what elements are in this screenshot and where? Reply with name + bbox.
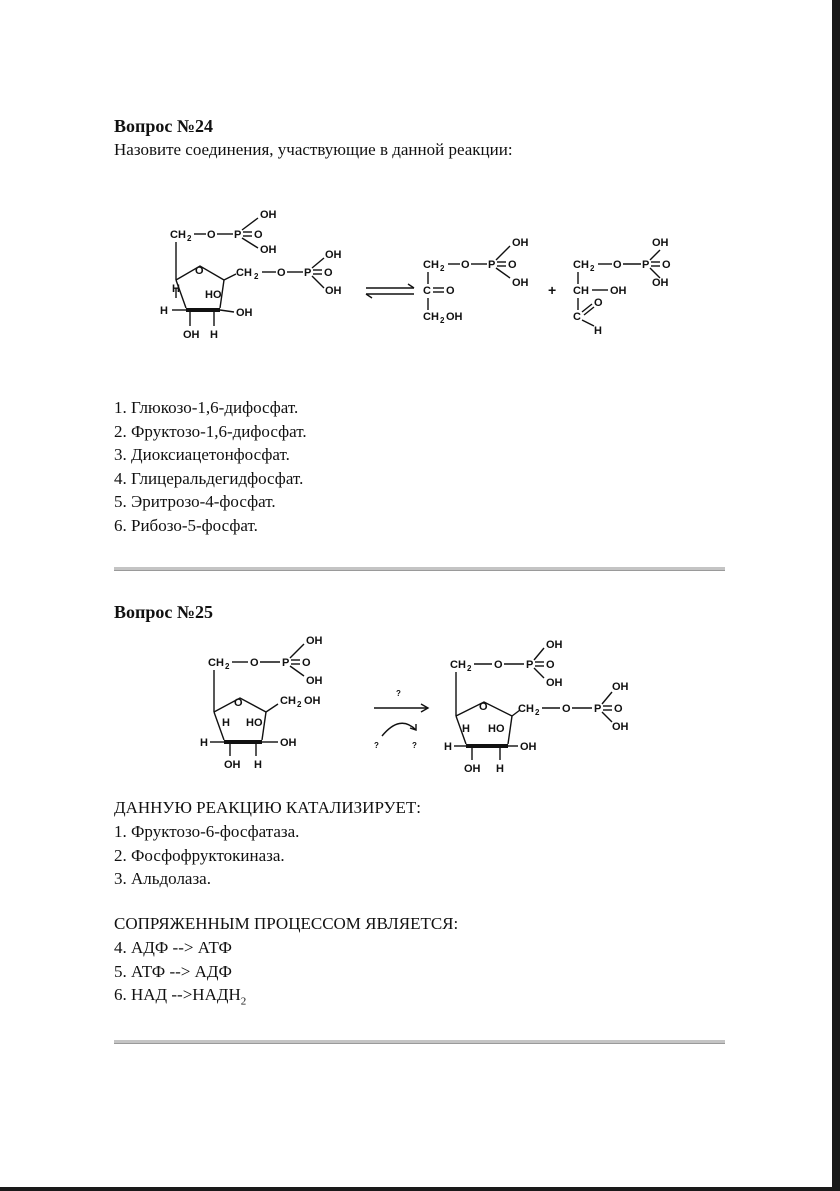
svg-text:H: H — [200, 737, 208, 749]
catalyst-heading: ДАННУЮ РЕАКЦИЮ КАТАЛИЗИРУЕТ: — [114, 798, 422, 817]
section-divider — [114, 567, 725, 571]
section-divider — [114, 1040, 725, 1044]
svg-text:CH: CH — [423, 311, 439, 323]
answer-option[interactable]: 2. Фруктозо-1,6-дифосфат. — [114, 421, 307, 441]
svg-text:CH: CH — [423, 259, 439, 271]
svg-text:O: O — [508, 259, 517, 271]
svg-text:CH: CH — [236, 267, 252, 279]
svg-text:OH: OH — [236, 307, 253, 319]
catalyst-answers — [114, 820, 299, 891]
svg-text:P: P — [594, 703, 602, 715]
svg-text:O: O — [250, 657, 259, 669]
svg-text:OH: OH — [512, 277, 529, 289]
svg-text:O: O — [479, 701, 488, 713]
svg-text:2: 2 — [535, 708, 540, 717]
svg-text:CH: CH — [518, 703, 534, 715]
page-edge-bottom — [0, 1187, 840, 1191]
svg-text:H: H — [254, 759, 262, 771]
svg-text:CH: CH — [573, 285, 589, 297]
svg-text:2: 2 — [225, 662, 230, 671]
answer-option[interactable] — [114, 983, 246, 1014]
svg-text:H: H — [594, 325, 602, 337]
svg-text:OH: OH — [464, 763, 481, 775]
svg-text:CH: CH — [208, 657, 224, 669]
svg-text:OH: OH — [280, 737, 297, 749]
svg-text:OH: OH — [612, 721, 629, 733]
svg-text:CH: CH — [573, 259, 589, 271]
svg-text:O: O — [207, 229, 216, 241]
svg-text:OH: OH — [652, 277, 669, 289]
question-24-answers — [114, 396, 307, 537]
answer-option[interactable]: 1. Фруктозо-6-фосфатаза. — [114, 822, 300, 841]
subscript: 2 — [240, 995, 247, 1008]
answer-option[interactable]: 6. Рибозо-5-фосфат. — [114, 515, 258, 535]
svg-text:OH: OH — [325, 249, 342, 261]
svg-text:O: O — [562, 703, 571, 715]
svg-text:HO: HO — [488, 723, 505, 735]
question-24-prompt: Назовите соединения, участвующие в данной реакции: — [114, 140, 513, 159]
answer-option[interactable]: 2. Фосфофруктокиназа. — [114, 845, 285, 865]
reaction-25-diagram — [0, 628, 840, 778]
answer-option[interactable]: 4. АДФ --> АТФ — [114, 938, 232, 957]
svg-text:CH: CH — [450, 659, 466, 671]
answer-option[interactable]: 5. Эритрозо-4-фосфат. — [114, 492, 276, 511]
svg-text:H: H — [222, 717, 230, 729]
svg-text:+: + — [548, 282, 557, 298]
reaction-24-diagram — [0, 200, 840, 350]
svg-text:2: 2 — [254, 272, 259, 281]
svg-text:OH: OH — [183, 329, 200, 341]
svg-text:H: H — [462, 723, 470, 735]
svg-text:OH: OH — [512, 237, 529, 249]
svg-text:H: H — [160, 305, 168, 317]
svg-text:?: ? — [374, 741, 379, 750]
svg-text:OH: OH — [546, 639, 563, 651]
svg-text:OH: OH — [446, 311, 463, 323]
svg-text:O: O — [324, 267, 333, 279]
answer-option[interactable]: 1. Глюкозо-1,6-дифосфат. — [114, 398, 299, 417]
svg-text:O: O — [234, 697, 243, 709]
question-25-title: Вопрос №25 — [114, 602, 213, 622]
answer-option[interactable]: 3. Альдолаза. — [114, 869, 211, 888]
svg-text:2: 2 — [467, 664, 472, 673]
svg-text:O: O — [254, 229, 263, 241]
svg-text:2: 2 — [187, 234, 192, 243]
answer-option[interactable]: 3. Диоксиацетонфосфат. — [114, 445, 290, 464]
svg-text:H: H — [444, 741, 452, 753]
svg-text:O: O — [277, 267, 286, 279]
svg-text:OH: OH — [520, 741, 537, 753]
svg-text:C: C — [573, 311, 581, 323]
svg-text:OH: OH — [260, 244, 277, 256]
svg-text:P: P — [488, 259, 496, 271]
question-24-title: Вопрос №24 — [114, 116, 213, 136]
svg-text:O: O — [195, 265, 204, 277]
svg-text:?: ? — [396, 689, 401, 698]
svg-text:O: O — [662, 259, 671, 271]
svg-text:H: H — [496, 763, 504, 775]
svg-text:P: P — [304, 267, 312, 279]
svg-text:P: P — [642, 259, 650, 271]
svg-text:OH: OH — [306, 635, 323, 647]
svg-text:O: O — [461, 259, 470, 271]
svg-text:OH: OH — [652, 237, 669, 249]
page-edge — [832, 0, 840, 1191]
svg-text:OH: OH — [224, 759, 241, 771]
svg-text:2: 2 — [590, 264, 595, 273]
svg-text:O: O — [613, 259, 622, 271]
svg-text:O: O — [494, 659, 503, 671]
svg-text:O: O — [546, 659, 555, 671]
svg-text:OH: OH — [260, 209, 277, 221]
svg-text:2: 2 — [440, 316, 445, 325]
answer-text: 6. НАД -->НАДН — [114, 985, 241, 1004]
svg-text:O: O — [594, 297, 603, 309]
svg-text:HO: HO — [205, 289, 222, 301]
svg-text:C: C — [423, 285, 431, 297]
svg-text:O: O — [614, 703, 623, 715]
svg-text:OH: OH — [546, 677, 563, 689]
svg-text:OH: OH — [612, 681, 629, 693]
svg-text:OH: OH — [325, 285, 342, 297]
svg-text:OH: OH — [304, 695, 321, 707]
svg-text:?: ? — [412, 741, 417, 750]
svg-text:P: P — [234, 229, 242, 241]
answer-option[interactable]: 4. Глицеральдегидфосфат. — [114, 468, 304, 488]
svg-text:P: P — [282, 657, 290, 669]
coupled-process-answers — [114, 936, 246, 1014]
svg-text:HO: HO — [246, 717, 263, 729]
svg-text:CH: CH — [280, 695, 296, 707]
svg-text:H: H — [210, 329, 218, 341]
svg-text:2: 2 — [297, 700, 302, 709]
coupled-process-heading: СОПРЯЖЕННЫМ ПРОЦЕССОМ ЯВЛЯЕТСЯ: — [114, 914, 459, 933]
svg-text:2: 2 — [440, 264, 445, 273]
svg-text:OH: OH — [306, 675, 323, 687]
svg-text:O: O — [446, 285, 455, 297]
svg-text:O: O — [302, 657, 311, 669]
svg-text:OH: OH — [610, 285, 627, 297]
svg-text:P: P — [526, 659, 534, 671]
ch2-label: CH — [170, 229, 186, 241]
answer-option[interactable]: 5. АТФ --> АДФ — [114, 961, 232, 981]
svg-text:H: H — [172, 283, 180, 295]
